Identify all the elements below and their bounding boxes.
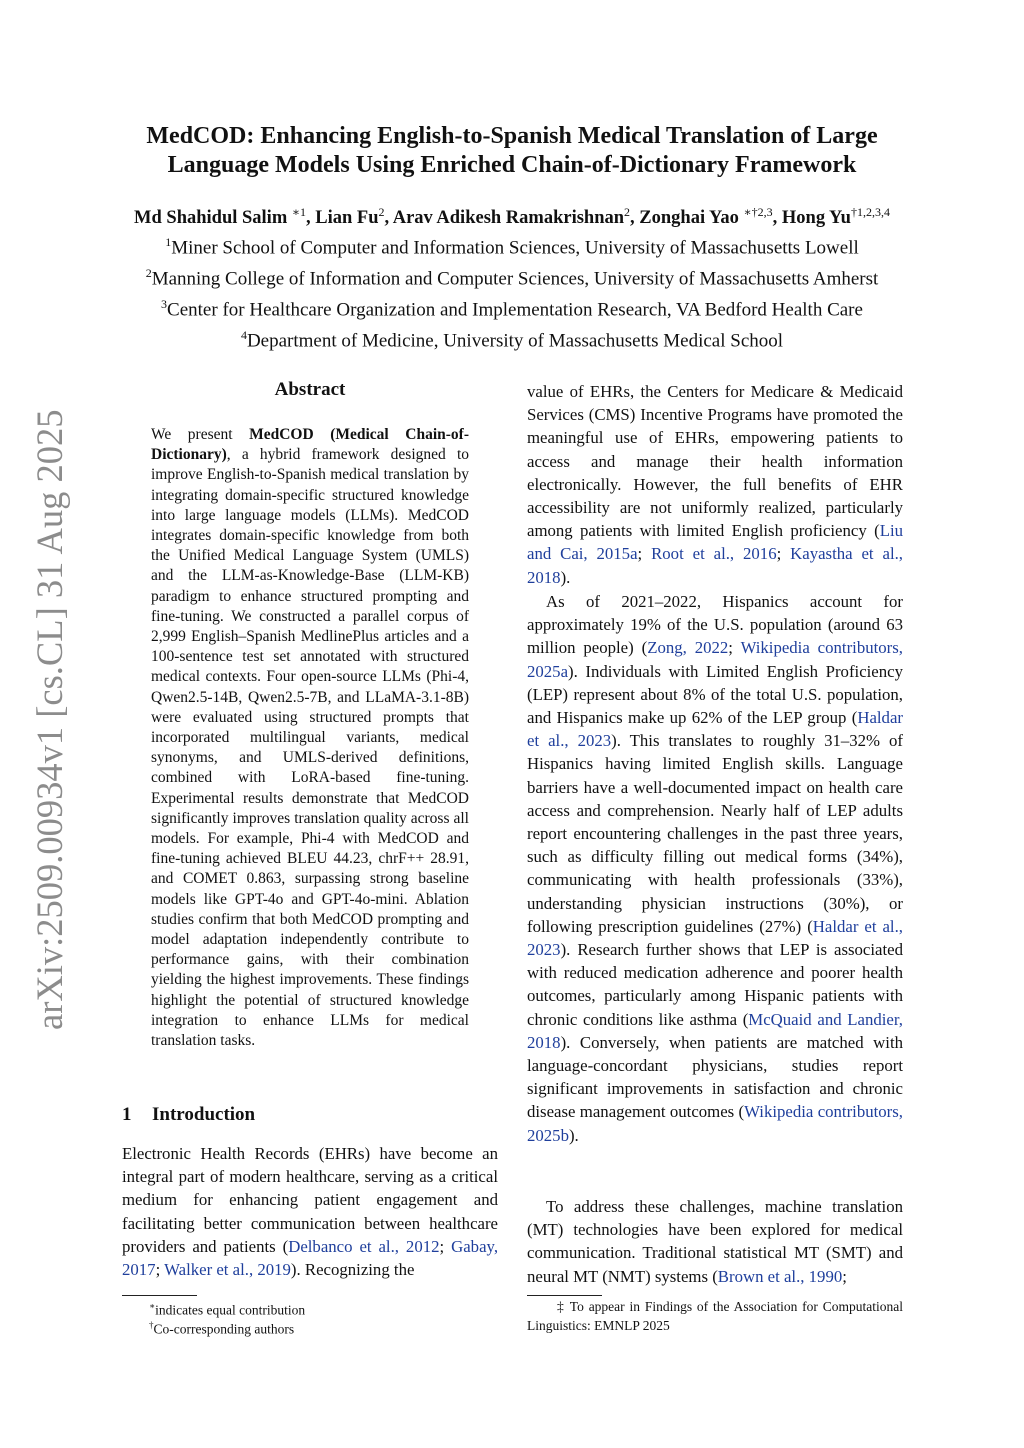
intro-paragraph-1: Electronic Health Records (EHRs) have become an integral part of modern healthcare, serving as a critical medium for enhancing patient engagement and facilitating better communication between healthcare providers and patients (Delbanco et al., 2012; Gabay, 2017; Walker et al., 2019). Recognizing the — [122, 1144, 499, 1280]
author-name: Hong Yu — [781, 208, 851, 229]
intro-paragraph-2: As of 2021–2022, Hispanics account for approximately 19% of the U.S. population (around 63 million people) (Zong, 2022; Wikipedia contributors, 2025a). Individuals with Limited English Proficiency (LEP) represent about 8% of the total U.S. population, and Hispanics make up 62% of the LEP group (Haldar et al., 2023). This translates to roughly 31–32% of Hispanics having limited English skills. Language barriers have a well-documented impact on health care access and comprehension. Nearly half of LEP adults report encountering challenges in the past three years, such as difficulty filling out medical forms (34%), communicating with health professionals (33%), understanding physician instructions (30%), or following prescription guidelines (27%) (Haldar et al., 2023). Research further shows that LEP is associated with reduced medication adherence and poorer health outcomes, particularly among Hispanic patients with chronic conditions like asthma (McQuaid and Landier, 2018). Conversely, when patients are matched with language-concordant physicians, studies report significant improvements in satisfaction and chronic disease management outcomes (Wikipedia contributors, 2025b). — [527, 592, 903, 1145]
paragraph-text: ; — [842, 1266, 847, 1286]
affiliation-number: 3 — [161, 297, 168, 311]
intro-paragraph-3 — [527, 1195, 903, 1288]
citation-link[interactable]: Walker et al., 2019 — [164, 1260, 291, 1280]
citation-link[interactable]: Wikipedia contributors, 2025a — [527, 638, 903, 681]
footnote-divider — [527, 1295, 602, 1296]
citation-link[interactable]: Haldar et al., 2023 — [527, 708, 903, 751]
paragraph-text: value of EHRs, the Centers for Medicare & Medicaid Services (CMS) Incentive Programs have promoted the meaningful use of EHRs, empowering patients to access and manage their health information electronically. However, the full benefits of EHR accessibility are not uniformly realized, particularly among patients with limited English proficiency ( — [527, 382, 903, 541]
intro-paragraph-1-continued: value of EHRs, the Centers for Medicare & Medicaid Services (CMS) Incentive Programs have promoted the meaningful use of EHRs, empowering patients to access and manage their health information electronically. However, the full benefits of EHR accessibility are not uniformly realized, particularly among patients with limited English proficiency (Liu and Cai, 2015a; Root et al., 2016; Kayastha et al., 2018). — [527, 382, 903, 587]
affiliation-number: 2 — [145, 266, 152, 280]
paragraph-text: ). Individuals with Limited English Proficiency (LEP) represent about 8% of the total U.S. population, and Hispanics make up 62% of the LEP group ( — [527, 661, 903, 728]
paragraph-text: ). Recognizing the — [290, 1260, 415, 1280]
citation-link[interactable]: Delbanco et al., 2012 — [288, 1236, 440, 1256]
abstract-text: We present — [151, 426, 250, 443]
abstract-heading: Abstract — [274, 379, 346, 400]
footnote-venue: ‡ To appear in Findings of the Association for Computational Linguistics: EMNLP 2025 — [527, 1299, 903, 1333]
author-marks: ∗1 — [291, 205, 307, 219]
footnote-mark: † — [149, 1320, 154, 1330]
author-list: Md Shahidul Salim $^{∗1}$, Lian Fu$^2$, Arav Adikesh Ramakrishnan$^2$, Zonghai Yao $^{∗\dagger 2,3}$, Hong Yu$^{\dagger 1,2,3,4}$ — [134, 205, 890, 229]
affiliation-text: Manning College of Information and Computer Sciences, University of Massachusetts Amherst — [151, 268, 879, 290]
paragraph-text: ). Research further shows that LEP is associated with reduced medication adherence and poorer health outcomes, particularly among Hispanic patients with chronic conditions like asthma ( — [527, 940, 903, 1029]
affiliation-text: Miner School of Computer and Information Sciences, University of Massachusetts Lowell — [171, 237, 859, 259]
section-heading-introduction — [122, 1103, 255, 1127]
citation-link[interactable]: Root et al., 2016 — [651, 544, 777, 564]
section-number: 1 — [122, 1104, 132, 1125]
paragraph-text: Electronic Health Records (EHRs) have become an integral part of modern healthcare, serving as a critical medium for enhancing patient engagement and facilitating better communication between healthcare providers and patients ( — [122, 1144, 498, 1256]
affiliation — [70, 323, 954, 353]
paper-title — [90, 122, 934, 180]
citation-link[interactable]: Zong, 2022 — [647, 638, 729, 658]
footnote-text: indicates equal contribution — [155, 1302, 306, 1318]
affiliation — [70, 230, 954, 260]
footnote-corresponding — [149, 1316, 294, 1339]
paragraph-text: ). This translates to roughly 31–32% of Hispanics having limited English skills. Language barriers have a well-documented impact on health care access and comprehension. Nearly half of LEP adults report encountering challenges in the past three years, such as difficulty filling out medical forms (34%), communicating with health professionals (33%), understanding physician instructions (30%), or following prescription guidelines (27%) ( — [527, 731, 903, 936]
abstract-body — [151, 425, 469, 1051]
paragraph-text: ). — [560, 567, 571, 587]
abstract-text: , a hybrid framework designed to improve English-to-Spanish medical translation by integrating domain-specific structured knowledge into large language models (LLMs). MedCOD integrates domain-specific knowledge from both the Unified Medical Language System (UMLS) and the LLM-as-Knowledge-Base (LLM-KB) paradigm to enhance structured prompting and fine-tuning. We constructed a parallel corpus of 2,999 English–Spanish MedlinePlus articles and a 100-sentence test set annotated with structured medical contexts. Four open-source LLMs (Phi-4, Qwen2.5-14B, Qwen2.5-7B, and LLaMA-3.1-8B) were evaluated using structured prompts that incorporated multilingual variants, medical synonyms, and UMLS-derived definitions, combined with LoRA-based fine-tuning. Experimental results demonstrate that MedCOD significantly improves translation quality across all models. For example, Phi-4 with MedCOD and fine-tuning achieved BLEU 44.23, chrF++ 28.91, and COMET 0.863, surpassing strong baseline models like GPT-4o and GPT-4o-mini. Ablation studies confirm that both MedCOD prompting and model adaptation independently contribute to performance gains, with their combination yielding the highest improvements. These findings highlight the potential of structured knowledge integration to enhance LLMs for medical translation tasks. — [151, 446, 469, 1050]
author-name: Md Shahidul Salim — [134, 208, 288, 229]
title-line-1: MedCOD: Enhancing English-to-Spanish Medical Translation of Large — [146, 123, 878, 149]
affiliation-number: 4 — [240, 328, 247, 342]
paragraph-text: ). — [568, 1125, 579, 1145]
citation-link[interactable]: Haldar et al., 2023 — [527, 916, 903, 960]
arxiv-identifier: arXiv:2509.00934v1 [cs.CL] 31 Aug 2025 — [29, 409, 70, 1030]
affiliation-text: Center for Healthcare Organization and Implementation Research, VA Bedford Health Care — [167, 299, 863, 321]
author-marks: †1,2,3,4 — [850, 205, 890, 219]
affiliation-number: 1 — [165, 235, 172, 249]
affiliation — [70, 292, 954, 322]
paragraph-text: ). Conversely, when patients are matched with language-concordant physicians, studies report significant improvements in satisfaction and chronic disease management outcomes ( — [527, 1032, 903, 1122]
citation-link[interactable]: Wikipedia contributors, 2025b — [527, 1102, 903, 1145]
author-name: Lian Fu — [315, 208, 379, 229]
citation-link[interactable]: Brown et al., 1990 — [717, 1266, 843, 1286]
paragraph-text: To address these challenges, machine translation (MT) technologies have been explored for medical communication. Traditional statistical MT (SMT) and neural MT (NMT) systems ( — [527, 1197, 903, 1286]
paragraph-text: As of 2021–2022, Hispanics account for approximately 19% of the U.S. population (around 63 million people) ( — [527, 592, 903, 658]
section-title: Introduction — [152, 1104, 256, 1125]
author-marks: 2 — [624, 205, 631, 219]
footnote-mark: ∗ — [149, 1301, 156, 1311]
citation-link[interactable]: Gabay, 2017 — [122, 1236, 499, 1280]
title-line-2: Language Models Using Enriched Chain-of-Dictionary Framework — [167, 152, 857, 178]
citation-link[interactable]: Liu and Cai, 2015a — [527, 521, 903, 564]
author-marks: 2 — [378, 205, 385, 219]
author-marks: ∗†2,3 — [743, 205, 773, 219]
affiliation — [70, 261, 954, 291]
footnote-text: Co-corresponding authors — [153, 1321, 295, 1337]
citation-link[interactable]: Kayastha et al., 2018 — [527, 544, 903, 587]
footnote-divider — [122, 1295, 197, 1296]
author-name: Arav Adikesh Ramakrishnan — [392, 208, 625, 229]
abstract-bold-term: MedCOD (Medical Chain-of-Dictionary) — [151, 426, 469, 464]
author-name: Zonghai Yao — [639, 208, 739, 229]
affiliation-text: Department of Medicine, University of Massachusetts Medical School — [246, 330, 784, 352]
citation-link[interactable]: McQuaid and Landier, 2018 — [527, 1009, 903, 1052]
